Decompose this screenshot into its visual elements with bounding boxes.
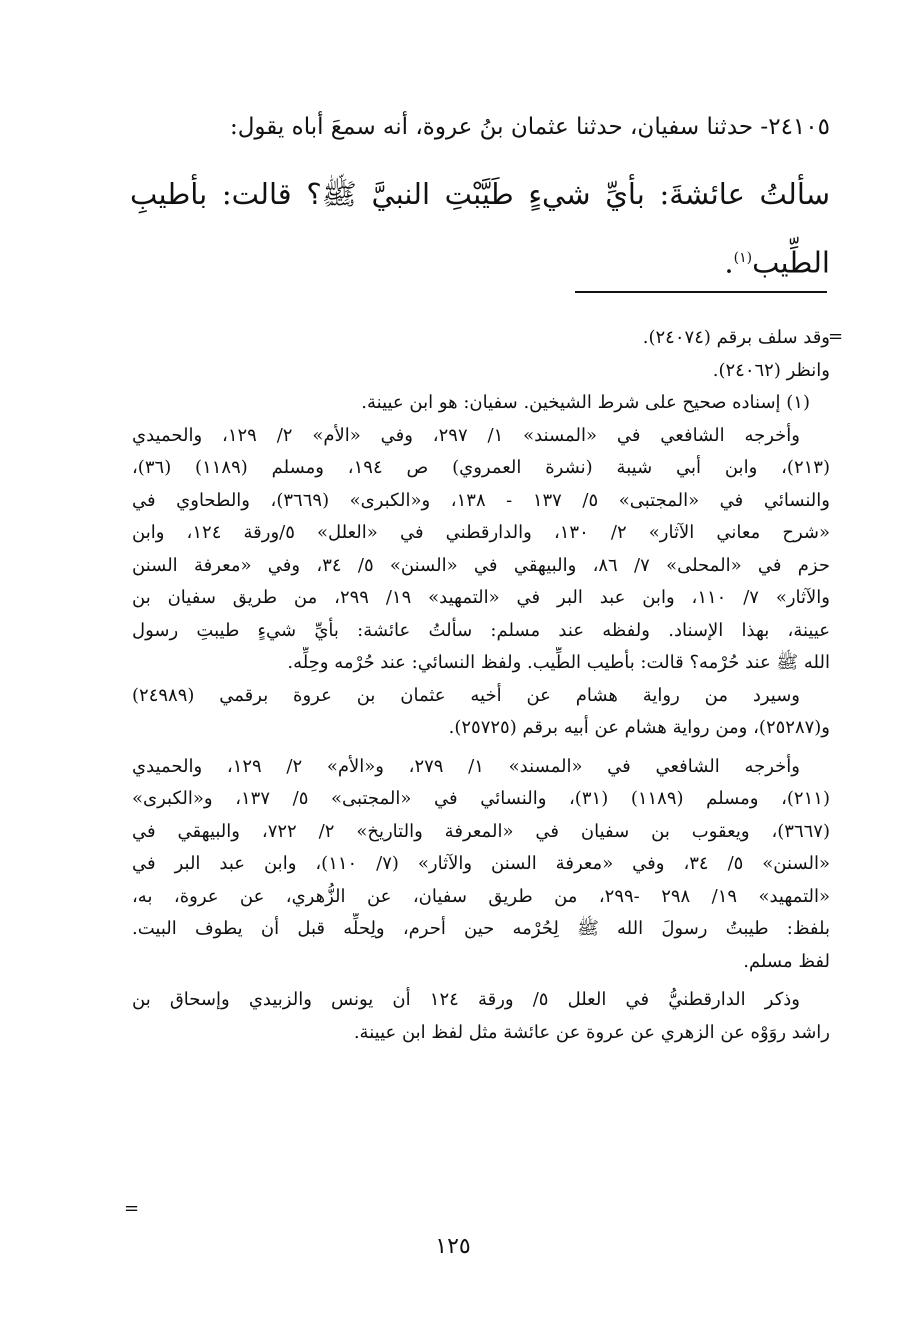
footnote-line: بلفظ: طيبتُ رسولَ الله ﷺ لِحُرْمه حين أحرم، ولِحلِّه قبل أن يطوف البيت. (132, 918, 830, 939)
footnote-line: وانظر (٢٤٠٦٢). (712, 359, 830, 381)
footnote-line: وقد سلف برقم (٢٤٠٧٤). (642, 327, 830, 348)
footnote-line: و(٢٥٢٨٧)، ومن رواية هشام عن أبيه برقم (٢٥٧٢٥). (448, 717, 830, 738)
continuation-marker-top: = (828, 326, 844, 347)
page-number: ١٢٥ (435, 1234, 471, 1259)
hadith-matn-line-2 (130, 226, 830, 295)
footnote-line: لفظ مسلم. (743, 950, 830, 972)
footnote-line: والآثار» ٧/ ١١٠، وابن عبد البر في «التمهيد» ١٩/ ٢٩٩، من طريق سفيان بن (132, 587, 830, 608)
footnote-line: حزم في «المحلى» ٧/ ٨٦، والبيهقي في «السنن» ٥/ ٣٤، وفي «معرفة السنن (132, 554, 830, 576)
hadith-isnad (130, 110, 830, 144)
footnote-separator-rule (575, 291, 827, 293)
continuation-marker-bottom: = (124, 1198, 140, 1219)
footnote-line: (٣٦٦٧)، ويعقوب بن سفيان في «المعرفة والتاريخ» ٢/ ٧٢٢، والبيهقي في (132, 820, 830, 842)
footnote-line: «التمهيد» ١٩/ ٢٩٨ -٢٩٩، من طريق سفيان، عن الزُّهري، عن عروة، به، (132, 885, 830, 907)
hadith-matn-word: الطِّيب (752, 245, 830, 280)
hadith-first-line: ٢٤١٠٥- حدثنا سفيان، حدثنا عثمان بنُ عروة، أنه سمعَ أباه يقول: (229, 114, 830, 140)
hadith-matn-end: . (724, 245, 734, 280)
footnote-line: وسيرد من رواية هشام عن أخيه عثمان بن عروة برقمي (٢٤٩٨٩) (132, 684, 800, 706)
footnote-line: (١) إسناده صحيح على شرط الشيخين. سفيان: هو ابن عيينة. (361, 392, 810, 413)
hadith-matn (130, 162, 830, 295)
footnote-line: راشد روَوْه عن الزهري عن عروة عن عائشة مثل لفظ ابن عيينة. (353, 1021, 830, 1043)
footnote-line: والنسائي في «المجتبى» ٥/ ١٣٧ - ١٣٨، و«الكبرى» (٣٦٦٩)، والطحاوي في (132, 489, 830, 511)
footnote-line: (٢١٣)، وابن أبي شيبة (نشرة العمروي) ص ١٩٤، ومسلم (١١٨٩) (٣٦)، (132, 457, 830, 478)
footnote-line: وذكر الدارقطنيُّ في العلل ٥/ ورقة ١٢٤ أن يونس والزبيدي وإسحاق بن (132, 989, 800, 1010)
footnotes-block (132, 322, 830, 1049)
footnote-line: «السنن» ٥/ ٣٤، وفي «معرفة السنن والآثار» (٧/ ١١٠)، وابن عبد البر في (132, 853, 830, 874)
hadith-matn-line-1: سألتُ عائشةَ: بأيِّ شيءٍ طَيَّبْتِ النبيَّ ﷺ؟ قالت: بأطيبِ (130, 177, 830, 211)
footnote-line: الله ﷺ عند حُرْمه؟ قالت: بأطيب الطِّيب. ولفظ النسائي: عند حُرْمه وحِلِّه. (287, 652, 830, 673)
footnote-line: عيينة، بهذا الإسناد. ولفظه عند مسلم: سألتُ عائشة: بأيِّ شيءٍ طيبتِ رسول (132, 619, 830, 641)
footnote-line: وأخرجه الشافعي في «المسند» ١/ ٢٧٩، و«الأم» ٢/ ١٢٩، والحميدي (132, 755, 801, 777)
footnote-line: «شرح معاني الآثار» ٢/ ١٣٠، والدارقطني في «العلل» ٥/ورقة ١٢٤، وابن (132, 522, 830, 543)
footnote-line: (٢١١)، ومسلم (١١٨٩) (٣١)، والنسائي في «المجتبى» ٥/ ١٣٧، و«الكبرى» (132, 788, 830, 809)
footnote-line: وأخرجه الشافعي في «المسند» ١/ ٢٩٧، وفي «الأم» ٢/ ١٢٩، والحميدي (132, 424, 800, 446)
footnote-reference: (١) (733, 250, 753, 266)
